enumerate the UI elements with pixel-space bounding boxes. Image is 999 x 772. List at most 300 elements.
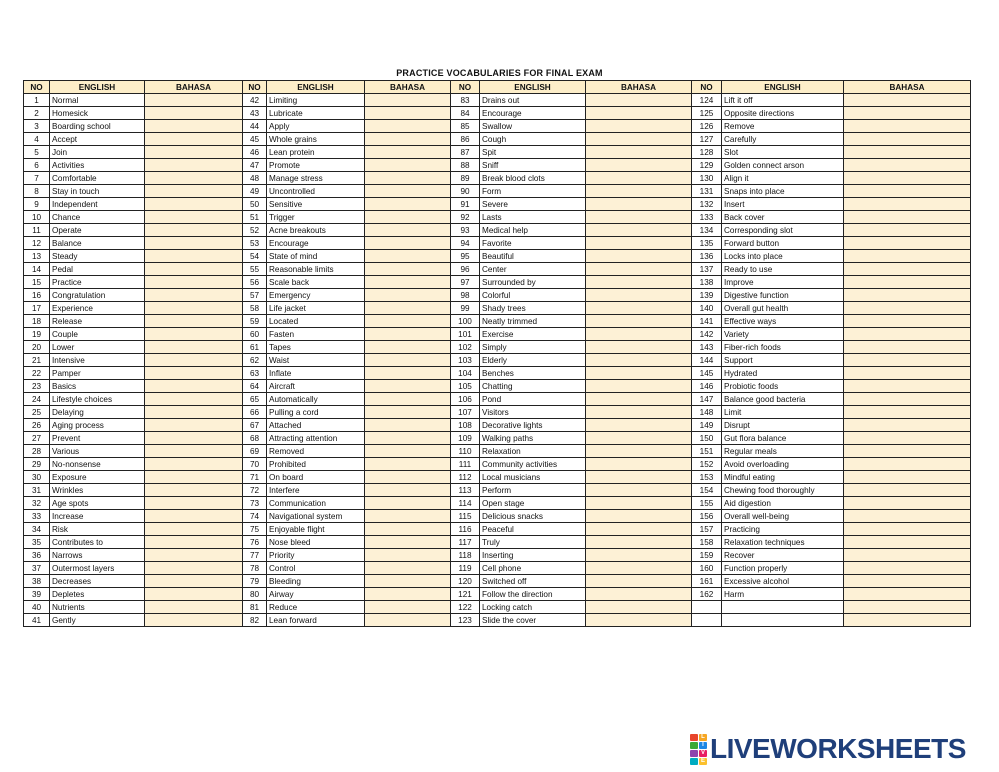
table-row (24, 523, 971, 536)
item-number: 134 (692, 224, 722, 237)
english-word: Back cover (722, 211, 844, 224)
bahasa-answer-field[interactable] (365, 484, 451, 497)
bahasa-answer-field[interactable] (844, 276, 971, 289)
bahasa-answer-field[interactable] (586, 614, 692, 627)
item-number: 152 (692, 458, 722, 471)
bahasa-answer-field[interactable] (145, 237, 243, 250)
item-number: 82 (243, 614, 267, 627)
bahasa-answer-field[interactable] (145, 367, 243, 380)
english-word: On board (267, 471, 365, 484)
bahasa-answer-field[interactable] (586, 562, 692, 575)
bahasa-answer-field[interactable] (586, 185, 692, 198)
bahasa-answer-field[interactable] (365, 315, 451, 328)
bahasa-answer-field[interactable] (145, 406, 243, 419)
bahasa-answer-field[interactable] (844, 146, 971, 159)
bahasa-answer-field[interactable] (365, 419, 451, 432)
bahasa-answer-field[interactable] (586, 471, 692, 484)
bahasa-answer-field[interactable] (365, 328, 451, 341)
english-word: Switched off (480, 575, 586, 588)
bahasa-answer-field[interactable] (844, 614, 971, 627)
item-number: 28 (24, 445, 50, 458)
item-number: 101 (451, 328, 480, 341)
bahasa-answer-field[interactable] (365, 380, 451, 393)
bahasa-answer-field[interactable] (145, 484, 243, 497)
bahasa-answer-field[interactable] (365, 146, 451, 159)
bahasa-answer-field[interactable] (586, 354, 692, 367)
bahasa-answer-field[interactable] (145, 419, 243, 432)
item-number: 11 (24, 224, 50, 237)
english-word: Hydrated (722, 367, 844, 380)
bahasa-answer-field[interactable] (365, 367, 451, 380)
table-row (24, 146, 971, 159)
bahasa-answer-field[interactable] (586, 510, 692, 523)
item-number: 54 (243, 250, 267, 263)
english-word: Boarding school (50, 120, 145, 133)
bahasa-answer-field[interactable] (145, 354, 243, 367)
bahasa-answer-field[interactable] (365, 250, 451, 263)
bahasa-answer-field[interactable] (145, 146, 243, 159)
bahasa-answer-field[interactable] (365, 198, 451, 211)
bahasa-answer-field[interactable] (145, 549, 243, 562)
english-word: Align it (722, 172, 844, 185)
bahasa-answer-field[interactable] (365, 393, 451, 406)
bahasa-answer-field[interactable] (586, 432, 692, 445)
bahasa-answer-field[interactable] (844, 250, 971, 263)
bahasa-answer-field[interactable] (145, 588, 243, 601)
item-number: 57 (243, 289, 267, 302)
english-word: Emergency (267, 289, 365, 302)
bahasa-answer-field[interactable] (586, 575, 692, 588)
bahasa-answer-field[interactable] (586, 211, 692, 224)
item-number: 123 (451, 614, 480, 627)
bahasa-answer-field[interactable] (145, 94, 243, 107)
bahasa-answer-field[interactable] (365, 94, 451, 107)
bahasa-answer-field[interactable] (844, 185, 971, 198)
english-word: Improve (722, 276, 844, 289)
item-number: 119 (451, 562, 480, 575)
bahasa-answer-field[interactable] (365, 237, 451, 250)
english-word: Intensive (50, 354, 145, 367)
table-row (24, 458, 971, 471)
item-number: 43 (243, 107, 267, 120)
item-number: 23 (24, 380, 50, 393)
item-number (692, 614, 722, 627)
english-word: Risk (50, 523, 145, 536)
bahasa-answer-field[interactable] (145, 458, 243, 471)
english-word: Attracting attention (267, 432, 365, 445)
english-word: Airway (267, 588, 365, 601)
bahasa-answer-field[interactable] (844, 120, 971, 133)
table-row (24, 484, 971, 497)
bahasa-answer-field[interactable] (844, 471, 971, 484)
item-number: 146 (692, 380, 722, 393)
bahasa-answer-field[interactable] (145, 250, 243, 263)
bahasa-answer-field[interactable] (145, 471, 243, 484)
item-number: 140 (692, 302, 722, 315)
bahasa-answer-field[interactable] (365, 562, 451, 575)
bahasa-answer-field[interactable] (844, 432, 971, 445)
table-row (24, 237, 971, 250)
bahasa-answer-field[interactable] (365, 276, 451, 289)
bahasa-answer-field[interactable] (365, 601, 451, 614)
bahasa-answer-field[interactable] (844, 341, 971, 354)
bahasa-answer-field[interactable] (365, 588, 451, 601)
item-number: 108 (451, 419, 480, 432)
bahasa-answer-field[interactable] (365, 549, 451, 562)
bahasa-answer-field[interactable] (586, 198, 692, 211)
bahasa-answer-field[interactable] (365, 341, 451, 354)
bahasa-answer-field[interactable] (586, 536, 692, 549)
bahasa-answer-field[interactable] (365, 302, 451, 315)
bahasa-answer-field[interactable] (586, 302, 692, 315)
english-word: Located (267, 315, 365, 328)
bahasa-answer-field[interactable] (145, 211, 243, 224)
table-row (24, 107, 971, 120)
item-number: 60 (243, 328, 267, 341)
item-number: 58 (243, 302, 267, 315)
bahasa-answer-field[interactable] (586, 172, 692, 185)
bahasa-answer-field[interactable] (844, 315, 971, 328)
bahasa-answer-field[interactable] (844, 172, 971, 185)
bahasa-answer-field[interactable] (586, 406, 692, 419)
bahasa-answer-field[interactable] (145, 185, 243, 198)
bahasa-answer-field[interactable] (365, 354, 451, 367)
bahasa-answer-field[interactable] (586, 367, 692, 380)
table-row (24, 94, 971, 107)
bahasa-answer-field[interactable] (365, 510, 451, 523)
item-number: 117 (451, 536, 480, 549)
english-word: Pamper (50, 367, 145, 380)
bahasa-answer-field[interactable] (145, 562, 243, 575)
bahasa-answer-field[interactable] (586, 458, 692, 471)
bahasa-answer-field[interactable] (844, 107, 971, 120)
item-number: 92 (451, 211, 480, 224)
item-number: 80 (243, 588, 267, 601)
bahasa-answer-field[interactable] (844, 237, 971, 250)
item-number: 100 (451, 315, 480, 328)
item-number: 56 (243, 276, 267, 289)
table-row (24, 224, 971, 237)
bahasa-answer-field[interactable] (145, 133, 243, 146)
bahasa-answer-field[interactable] (145, 523, 243, 536)
english-word: Lubricate (267, 107, 365, 120)
item-number: 121 (451, 588, 480, 601)
table-row (24, 263, 971, 276)
english-word: Prohibited (267, 458, 365, 471)
table-row (24, 120, 971, 133)
english-word: Lean protein (267, 146, 365, 159)
bahasa-answer-field[interactable] (145, 315, 243, 328)
column-header-english: ENGLISH (480, 81, 586, 94)
column-header-no: NO (692, 81, 722, 94)
bahasa-answer-field[interactable] (586, 497, 692, 510)
bahasa-answer-field[interactable] (365, 263, 451, 276)
bahasa-answer-field[interactable] (145, 341, 243, 354)
item-number: 27 (24, 432, 50, 445)
english-word: Neatly trimmed (480, 315, 586, 328)
bahasa-answer-field[interactable] (586, 94, 692, 107)
item-number: 31 (24, 484, 50, 497)
english-word: Trigger (267, 211, 365, 224)
bahasa-answer-field[interactable] (586, 549, 692, 562)
item-number (692, 601, 722, 614)
bahasa-answer-field[interactable] (586, 237, 692, 250)
bahasa-answer-field[interactable] (365, 211, 451, 224)
bahasa-answer-field[interactable] (145, 159, 243, 172)
item-number: 122 (451, 601, 480, 614)
bahasa-answer-field[interactable] (145, 276, 243, 289)
bahasa-answer-field[interactable] (145, 380, 243, 393)
bahasa-answer-field[interactable] (586, 315, 692, 328)
english-word: Truly (480, 536, 586, 549)
bahasa-answer-field[interactable] (844, 588, 971, 601)
bahasa-answer-field[interactable] (586, 133, 692, 146)
bahasa-answer-field[interactable] (586, 250, 692, 263)
logo-text: LIVEWORKSHEETS (710, 733, 966, 764)
bahasa-answer-field[interactable] (844, 94, 971, 107)
bahasa-answer-field[interactable] (145, 432, 243, 445)
bahasa-answer-field[interactable] (586, 419, 692, 432)
item-number: 149 (692, 419, 722, 432)
english-word: Enjoyable flight (267, 523, 365, 536)
english-word: Local musicians (480, 471, 586, 484)
bahasa-answer-field[interactable] (844, 328, 971, 341)
item-number: 65 (243, 393, 267, 406)
bahasa-answer-field[interactable] (844, 133, 971, 146)
item-number: 35 (24, 536, 50, 549)
english-word: Colorful (480, 289, 586, 302)
item-number: 37 (24, 562, 50, 575)
item-number: 161 (692, 575, 722, 588)
bahasa-answer-field[interactable] (365, 185, 451, 198)
bahasa-answer-field[interactable] (844, 263, 971, 276)
bahasa-answer-field[interactable] (586, 224, 692, 237)
item-number: 69 (243, 445, 267, 458)
item-number: 88 (451, 159, 480, 172)
english-word: Attached (267, 419, 365, 432)
item-number: 125 (692, 107, 722, 120)
bahasa-answer-field[interactable] (844, 562, 971, 575)
bahasa-answer-field[interactable] (844, 575, 971, 588)
bahasa-answer-field[interactable] (145, 302, 243, 315)
english-word: State of mind (267, 250, 365, 263)
item-number: 63 (243, 367, 267, 380)
table-row (24, 575, 971, 588)
english-word: Encourage (267, 237, 365, 250)
item-number: 79 (243, 575, 267, 588)
logo-tile (690, 758, 698, 765)
bahasa-answer-field[interactable] (844, 510, 971, 523)
bahasa-answer-field[interactable] (365, 159, 451, 172)
item-number: 66 (243, 406, 267, 419)
bahasa-answer-field[interactable] (844, 484, 971, 497)
bahasa-answer-field[interactable] (586, 393, 692, 406)
item-number: 81 (243, 601, 267, 614)
bahasa-answer-field[interactable] (365, 497, 451, 510)
english-word: Automatically (267, 393, 365, 406)
bahasa-answer-field[interactable] (145, 445, 243, 458)
item-number: 156 (692, 510, 722, 523)
bahasa-answer-field[interactable] (586, 328, 692, 341)
item-number: 7 (24, 172, 50, 185)
bahasa-answer-field[interactable] (586, 289, 692, 302)
english-word: Whole grains (267, 133, 365, 146)
bahasa-answer-field[interactable] (365, 471, 451, 484)
english-word: Practicing (722, 523, 844, 536)
english-word: Stay in touch (50, 185, 145, 198)
item-number: 41 (24, 614, 50, 627)
english-word: Support (722, 354, 844, 367)
bahasa-answer-field[interactable] (365, 133, 451, 146)
bahasa-answer-field[interactable] (844, 536, 971, 549)
bahasa-answer-field[interactable] (586, 341, 692, 354)
bahasa-answer-field[interactable] (844, 419, 971, 432)
bahasa-answer-field[interactable] (145, 198, 243, 211)
item-number: 96 (451, 263, 480, 276)
item-number: 144 (692, 354, 722, 367)
item-number: 90 (451, 185, 480, 198)
table-row (24, 588, 971, 601)
english-word: Relaxation (480, 445, 586, 458)
bahasa-answer-field[interactable] (586, 484, 692, 497)
logo-tile (690, 734, 698, 741)
english-word: Narrows (50, 549, 145, 562)
bahasa-answer-field[interactable] (844, 198, 971, 211)
logo-tile (690, 742, 698, 749)
bahasa-answer-field[interactable] (586, 276, 692, 289)
english-word: Basics (50, 380, 145, 393)
bahasa-answer-field[interactable] (145, 107, 243, 120)
bahasa-answer-field[interactable] (844, 523, 971, 536)
bahasa-answer-field[interactable] (145, 393, 243, 406)
bahasa-answer-field[interactable] (586, 380, 692, 393)
item-number: 138 (692, 276, 722, 289)
item-number: 49 (243, 185, 267, 198)
item-number: 87 (451, 146, 480, 159)
bahasa-answer-field[interactable] (365, 458, 451, 471)
bahasa-answer-field[interactable] (145, 120, 243, 133)
bahasa-answer-field[interactable] (586, 146, 692, 159)
bahasa-answer-field[interactable] (586, 588, 692, 601)
english-word: Aging process (50, 419, 145, 432)
logo-tile: L (699, 734, 707, 741)
bahasa-answer-field[interactable] (145, 497, 243, 510)
english-word: Break blood clots (480, 172, 586, 185)
logo-tile (690, 750, 698, 757)
english-word: Lean forward (267, 614, 365, 627)
item-number: 157 (692, 523, 722, 536)
item-number: 114 (451, 497, 480, 510)
bahasa-answer-field[interactable] (586, 120, 692, 133)
bahasa-answer-field[interactable] (365, 575, 451, 588)
item-number: 21 (24, 354, 50, 367)
bahasa-answer-field[interactable] (844, 159, 971, 172)
bahasa-answer-field[interactable] (844, 549, 971, 562)
item-number: 91 (451, 198, 480, 211)
english-word: Corresponding slot (722, 224, 844, 237)
item-number: 52 (243, 224, 267, 237)
bahasa-answer-field[interactable] (844, 354, 971, 367)
english-word: Chatting (480, 380, 586, 393)
liveworksheets-logo (690, 732, 966, 766)
bahasa-answer-field[interactable] (844, 380, 971, 393)
bahasa-answer-field[interactable] (145, 601, 243, 614)
bahasa-answer-field[interactable] (586, 523, 692, 536)
english-word: Form (480, 185, 586, 198)
bahasa-answer-field[interactable] (365, 107, 451, 120)
english-word: Delaying (50, 406, 145, 419)
bahasa-answer-field[interactable] (365, 523, 451, 536)
bahasa-answer-field[interactable] (586, 107, 692, 120)
english-word: Snaps into place (722, 185, 844, 198)
english-word: Apply (267, 120, 365, 133)
english-word: Lower (50, 341, 145, 354)
bahasa-answer-field[interactable] (365, 614, 451, 627)
bahasa-answer-field[interactable] (145, 224, 243, 237)
bahasa-answer-field[interactable] (145, 536, 243, 549)
bahasa-answer-field[interactable] (844, 601, 971, 614)
column-header-bahasa: BAHASA (145, 81, 243, 94)
bahasa-answer-field[interactable] (365, 289, 451, 302)
bahasa-answer-field[interactable] (365, 445, 451, 458)
item-number: 155 (692, 497, 722, 510)
bahasa-answer-field[interactable] (145, 328, 243, 341)
bahasa-answer-field[interactable] (586, 601, 692, 614)
bahasa-answer-field[interactable] (145, 289, 243, 302)
english-word: Ready to use (722, 263, 844, 276)
bahasa-answer-field[interactable] (145, 510, 243, 523)
bahasa-answer-field[interactable] (844, 289, 971, 302)
bahasa-answer-field[interactable] (586, 159, 692, 172)
bahasa-answer-field[interactable] (844, 497, 971, 510)
bahasa-answer-field[interactable] (844, 224, 971, 237)
item-number: 1 (24, 94, 50, 107)
bahasa-answer-field[interactable] (844, 445, 971, 458)
bahasa-answer-field[interactable] (586, 445, 692, 458)
english-word: Outermost layers (50, 562, 145, 575)
bahasa-answer-field[interactable] (844, 367, 971, 380)
bahasa-answer-field[interactable] (365, 224, 451, 237)
bahasa-answer-field[interactable] (844, 458, 971, 471)
english-word: Removed (267, 445, 365, 458)
item-number: 93 (451, 224, 480, 237)
item-number: 62 (243, 354, 267, 367)
bahasa-answer-field[interactable] (844, 211, 971, 224)
bahasa-answer-field[interactable] (844, 393, 971, 406)
bahasa-answer-field[interactable] (145, 575, 243, 588)
bahasa-answer-field[interactable] (365, 536, 451, 549)
bahasa-answer-field[interactable] (145, 172, 243, 185)
english-word: Pond (480, 393, 586, 406)
item-number: 89 (451, 172, 480, 185)
item-number: 131 (692, 185, 722, 198)
bahasa-answer-field[interactable] (586, 263, 692, 276)
bahasa-answer-field[interactable] (365, 120, 451, 133)
bahasa-answer-field[interactable] (365, 406, 451, 419)
item-number: 110 (451, 445, 480, 458)
bahasa-answer-field[interactable] (844, 302, 971, 315)
bahasa-answer-field[interactable] (365, 172, 451, 185)
item-number: 154 (692, 484, 722, 497)
english-word: Perform (480, 484, 586, 497)
column-header-no: NO (24, 81, 50, 94)
bahasa-answer-field[interactable] (844, 406, 971, 419)
bahasa-answer-field[interactable] (145, 614, 243, 627)
item-number: 68 (243, 432, 267, 445)
bahasa-answer-field[interactable] (365, 432, 451, 445)
bahasa-answer-field[interactable] (145, 263, 243, 276)
english-word: Fasten (267, 328, 365, 341)
